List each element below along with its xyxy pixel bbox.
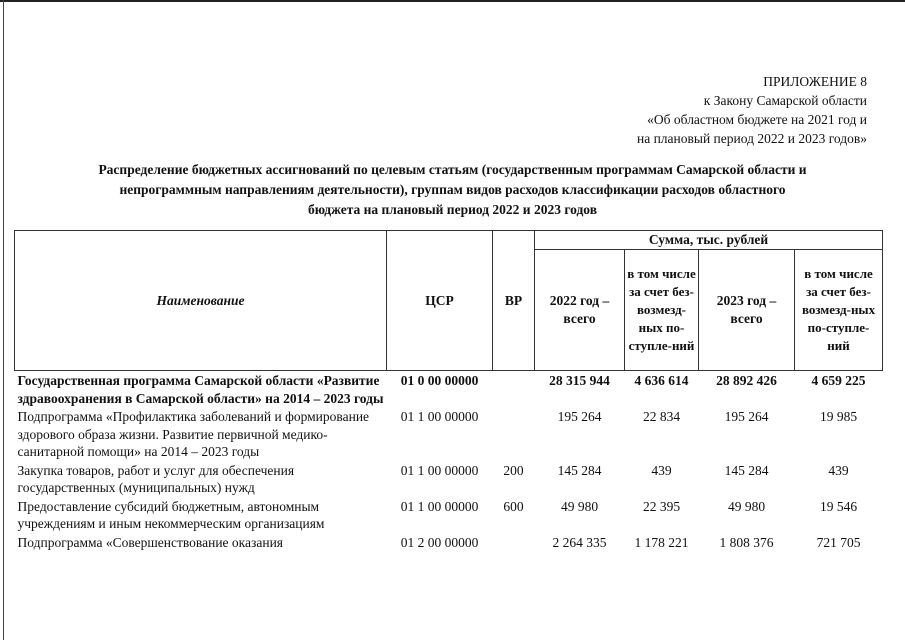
header-2023-total: 2023 год – всего <box>699 250 795 371</box>
header-sum: Сумма, тыс. рублей <box>535 231 883 250</box>
row-name: Предоставление субсидий бюджетным, автономным учреждениям и иным некоммерческим организациям <box>17 498 325 531</box>
appendix-line-2: к Закону Самарской области <box>703 93 867 108</box>
row-csr: 01 1 00 00000 <box>400 498 479 514</box>
row-vr <box>493 407 535 461</box>
row-2022-free: 439 <box>651 462 672 478</box>
header-csr: ЦСР <box>387 231 493 371</box>
row-name: Подпрограмма «Профилактика заболеваний и формирование здорового образа жизни. Развитие первичной медико-санитарной помощи» на 2014 – 2023 годы <box>17 409 370 459</box>
row-csr: 01 1 00 00000 <box>400 462 479 478</box>
row-2022-total: 28 315 944 <box>549 373 610 388</box>
row-vr: 200 <box>503 462 524 478</box>
row-2022-free: 1 178 221 <box>634 534 689 550</box>
appendix-line-3: «Об областном бюджете на 2021 год и <box>647 112 867 127</box>
table-body <box>15 371 883 552</box>
header-2023-free: в том числе за счет без-возмезд-ных по-ступле-ний <box>795 250 883 371</box>
row-2022-total: 145 284 <box>557 462 602 478</box>
row-2022-free: 22 834 <box>642 409 681 424</box>
table-row <box>15 407 883 461</box>
row-csr: 01 1 00 00000 <box>400 409 479 424</box>
row-name: Подпрограмма «Совершенствование оказания <box>17 534 284 550</box>
title-line-1: Распределение бюджетных ассигнований по целевым статьям (государственным программам Самарской области и <box>98 162 807 177</box>
header-vr: ВР <box>493 231 535 371</box>
appendix-line-4: на плановый период 2022 и 2023 годов» <box>636 131 867 146</box>
row-vr <box>493 371 535 408</box>
row-2022-free: 4 636 614 <box>634 373 689 388</box>
row-2023-total: 28 892 426 <box>716 373 777 388</box>
header-2022-free: в том числе за счет без-возмезд-ных по-ступле-ний <box>625 250 699 371</box>
table-row <box>15 461 883 497</box>
row-2023-free: 19 985 <box>819 409 858 424</box>
row-name: Государственная программа Самарской области «Развитие здравоохранения в Самарской области» на 2014 – 2023 годы <box>17 373 384 406</box>
row-2023-free: 4 659 225 <box>811 373 866 388</box>
document-title <box>30 160 875 220</box>
row-csr: 01 2 00 00000 <box>400 534 479 550</box>
header-2022-total: 2022 год – всего <box>535 250 625 371</box>
row-vr <box>493 533 535 552</box>
appendix-block <box>507 72 867 148</box>
table-row <box>15 533 883 552</box>
row-2022-total: 195 264 <box>557 409 602 424</box>
row-2022-total: 49 980 <box>560 498 599 514</box>
row-vr: 600 <box>503 498 524 514</box>
row-2023-total: 195 264 <box>724 409 769 424</box>
top-border-line <box>0 0 905 2</box>
row-2023-free: 439 <box>828 462 849 478</box>
title-line-2: непрограммным направлениям деятельности), группам видов расходов классификации расходов областного <box>119 182 786 197</box>
row-2023-total: 49 980 <box>727 498 766 514</box>
row-2023-free: 19 546 <box>819 498 858 514</box>
appendix-line-1: ПРИЛОЖЕНИЕ 8 <box>763 74 867 89</box>
title-line-3: бюджета на плановый период 2022 и 2023 годов <box>307 202 598 217</box>
left-border-line <box>3 0 4 640</box>
table-row <box>15 371 883 408</box>
table-row <box>15 497 883 533</box>
row-2022-total: 2 264 335 <box>552 534 607 550</box>
table-header <box>15 231 883 371</box>
row-2023-total: 1 808 376 <box>719 534 774 550</box>
row-2022-free: 22 395 <box>642 498 681 514</box>
row-2023-total: 145 284 <box>724 462 769 478</box>
row-2023-free: 721 705 <box>816 534 861 550</box>
header-name: Наименование <box>15 231 387 371</box>
row-csr: 01 0 00 00000 <box>400 373 479 388</box>
row-name: Закупка товаров, работ и услуг для обеспечения государственных (муниципальных) нужд <box>17 462 295 495</box>
budget-table <box>14 230 883 551</box>
